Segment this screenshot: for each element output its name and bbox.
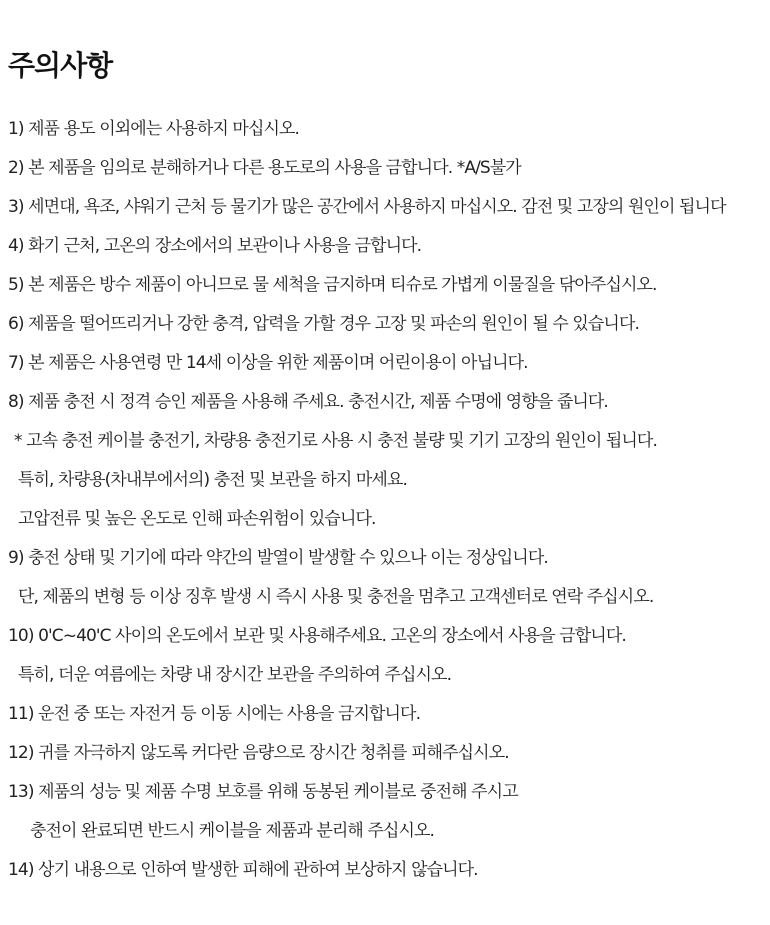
caution-line: 14) 상기 내용으로 인하여 발생한 피해에 관하여 보상하지 않습니다. [8, 860, 478, 880]
caution-line: 특히, 차량용(차내부에서의) 충전 및 보관을 하지 마세요. [18, 470, 407, 490]
caution-line: 13) 제품의 성능 및 제품 수명 보호를 위해 동봉된 케이블로 중전해 주시고 [8, 782, 518, 802]
caution-line: 10) 0'C~40'C 사이의 온도에서 보관 및 사용해주세요. 고온의 장소에서 사용을 금합니다. [8, 626, 626, 646]
page-title: 주의사항 [8, 49, 113, 82]
caution-line: 4) 화기 근처, 고온의 장소에서의 보관이나 사용을 금합니다. [8, 236, 422, 256]
caution-line: * 고속 충전 케이블 충전기, 차량용 충전기로 사용 시 충전 불량 및 기기 고장의 원인이 됩니다. [14, 431, 657, 451]
caution-line: 6) 제품을 떨어뜨리거나 강한 충격, 압력을 가할 경우 고장 및 파손의 원인이 될 수 있습니다. [8, 314, 639, 334]
caution-line: 11) 운전 중 또는 자전거 등 이동 시에는 사용을 금지합니다. [8, 704, 421, 724]
caution-line: 8) 제품 충전 시 정격 승인 제품을 사용해 주세요. 충전시간, 제품 수명에 영향을 줍니다. [8, 392, 608, 412]
caution-line: 7) 본 제품은 사용연령 만 14세 이상을 위한 제품이며 어린이용이 아닙니다. [8, 353, 528, 373]
caution-line: 1) 제품 용도 이외에는 사용하지 마십시오. [8, 119, 300, 139]
caution-line: 2) 본 제품을 임의로 분해하거나 다른 용도로의 사용을 금합니다. *A/S불가 [8, 158, 521, 178]
caution-line: 고압전류 및 높은 온도로 인해 파손위험이 있습니다. [18, 509, 376, 529]
caution-line: 9) 충전 상태 및 기기에 따라 약간의 발열이 발생할 수 있으나 이는 정상입니다. [8, 548, 548, 568]
caution-list [0, 110, 770, 890]
caution-line: 12) 귀를 자극하지 않도록 커다란 음량으로 장시간 청취를 피해주십시오. [8, 743, 509, 763]
caution-line: 충전이 완료되면 반드시 케이블을 제품과 분리해 주십시오. [30, 821, 435, 841]
caution-line: 단, 제품의 변형 등 이상 징후 발생 시 즉시 사용 및 충전을 멈추고 고객센터로 연락 주십시오. [18, 587, 654, 607]
caution-line: 5) 본 제품은 방수 제품이 아니므로 물 세척을 금지하며 티슈로 가볍게 이물질을 닦아주십시오. [8, 275, 657, 295]
caution-line: 특히, 더운 여름에는 차량 내 장시간 보관을 주의하여 주십시오. [18, 665, 452, 685]
caution-line: 3) 세면대, 욕조, 샤워기 근처 등 물기가 많은 공간에서 사용하지 마십시오. 감전 및 고장의 원인이 됩니다 [8, 197, 726, 217]
